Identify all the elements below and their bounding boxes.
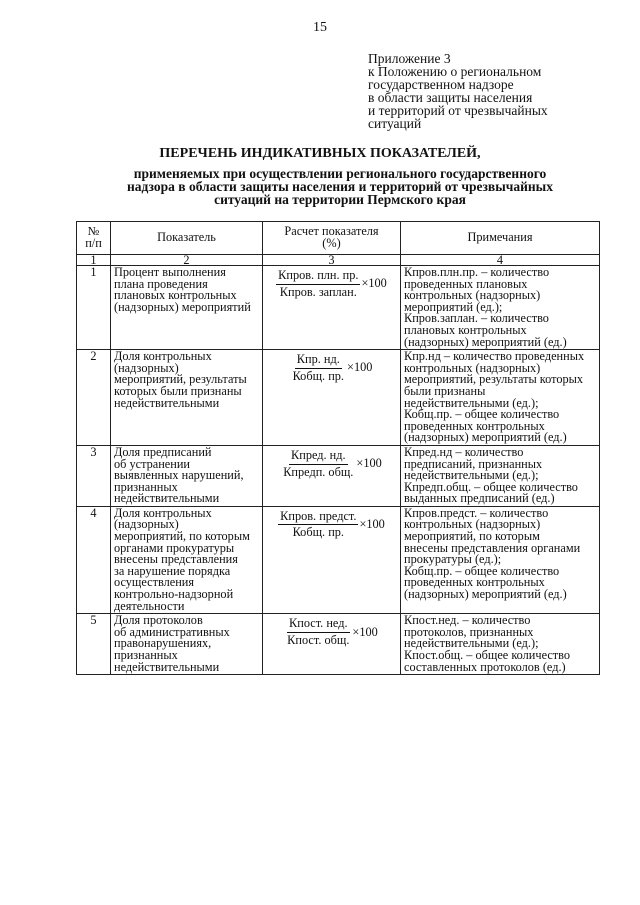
notes-text-line: контрольных (надзорных)	[404, 288, 541, 303]
formula-multiplier: ×100	[356, 456, 382, 471]
indicator-text-line: выявленных нарушений,	[114, 468, 244, 483]
formula-fraction	[291, 354, 346, 382]
indicator-text-line: мероприятий, по которым	[114, 529, 250, 544]
appendix-line: к Положению о региональном	[368, 64, 542, 79]
formula-numerator: Кпров. плн. пр.	[276, 270, 360, 285]
formula-numerator: Кпр. нд.	[295, 354, 342, 369]
notes-text-line: выданных предписаний (ед.)	[404, 491, 555, 506]
indicator-cell	[111, 506, 263, 613]
notes-text-line: Кпров.плн.пр. – количество	[404, 265, 550, 279]
page-number: 15	[313, 20, 327, 35]
notes-text-line: контрольных (надзорных)	[404, 360, 541, 375]
indicator-text-line: (надзорных) мероприятий	[114, 299, 251, 314]
header-indicator: Показатель	[111, 222, 263, 255]
indicator-text-line: Процент выполнения	[114, 265, 226, 279]
indicator-text-line: Доля контрольных	[114, 505, 212, 520]
document-subtitle	[60, 167, 620, 206]
row-number: 2	[77, 350, 111, 446]
formula-fraction	[281, 447, 355, 479]
indicator-text-line: Доля протоколов	[114, 613, 203, 628]
notes-text-line: недействительными (ед.);	[404, 395, 539, 410]
header-calculation	[263, 222, 401, 255]
notes-text-line: Кпост.нед. – количество	[404, 613, 531, 628]
indicator-text-line: правонарушениях,	[114, 636, 212, 651]
notes-cell	[401, 266, 600, 350]
indicator-cell	[111, 350, 263, 446]
notes-text-line: проведенных контрольных	[404, 418, 545, 433]
appendix-line: и территорий от чрезвычайных	[368, 103, 548, 118]
appendix-line: ситуаций	[368, 116, 422, 131]
indicator-text-line: деятельности	[114, 598, 185, 613]
indicator-text-line: мероприятий, результаты	[114, 372, 247, 387]
appendix-line: государственном надзоре	[368, 77, 514, 92]
table-row	[77, 445, 600, 506]
header-calculation-line: (%)	[322, 236, 341, 250]
indicator-text-line: внесены представления	[114, 552, 238, 567]
notes-text-line: контрольных (надзорных)	[404, 517, 541, 532]
notes-text-line: предписаний, признанных	[404, 456, 543, 471]
notes-text-line: недействительными (ед.);	[404, 636, 539, 651]
indicator-text-line: недействительными	[114, 491, 220, 506]
notes-text-line: были признаны	[404, 383, 486, 398]
notes-text-line: проведенных контрольных	[404, 575, 545, 590]
notes-text-line: Кпост.общ. – общее количество	[404, 648, 571, 662]
column-index: 3	[263, 255, 401, 266]
formula	[266, 447, 397, 478]
calculation-cell	[263, 614, 401, 675]
formula-numerator: Кпров. предст.	[278, 511, 358, 526]
indicator-text-line: (надзорных)	[114, 517, 179, 532]
formula	[266, 351, 397, 382]
notes-cell	[401, 506, 600, 613]
notes-text-line: Кобщ.пр. – общее количество	[404, 407, 560, 422]
header-calculation-line: Расчет показателя	[284, 224, 379, 239]
indicator-text-line: осуществления	[114, 575, 195, 590]
notes-text-line: (надзорных) мероприятий (ед.)	[404, 430, 567, 445]
notes-text-line: проведенных плановых	[404, 276, 528, 291]
formula-numerator: Кпост. нед.	[287, 618, 350, 633]
appendix-line: Приложение 3	[368, 51, 451, 66]
formula-denominator: Кобщ. пр.	[292, 525, 345, 540]
subtitle-line: надзора в области защиты населения и территорий от чрезвычайных	[127, 179, 553, 194]
calculation-cell	[263, 350, 401, 446]
notes-text-line: Кпров.предст. – количество	[404, 505, 549, 520]
header-number-line: №	[87, 224, 100, 239]
column-index: 1	[77, 255, 111, 266]
indicator-cell	[111, 266, 263, 350]
formula-multiplier: ×100	[359, 517, 385, 532]
notes-text-line: (надзорных) мероприятий (ед.)	[404, 334, 567, 349]
indicator-text-line: признанных	[114, 479, 178, 494]
column-index: 2	[111, 255, 263, 266]
appendix-line: в области защиты населения	[368, 90, 533, 105]
indicator-text-line: плана проведения	[114, 276, 208, 291]
notes-text-line: (надзорных) мероприятий (ед.)	[404, 587, 567, 602]
notes-text-line: протоколов, признанных	[404, 624, 534, 639]
notes-text-line: Кпред.нд – количество	[404, 444, 524, 459]
notes-text-line: недействительными (ед.);	[404, 468, 539, 483]
table-row	[77, 266, 600, 350]
notes-text-line: внесены представления органами	[404, 540, 581, 555]
row-number: 4	[77, 506, 111, 613]
header-number-line: п/п	[85, 236, 102, 250]
indicator-text-line: об административных	[114, 624, 230, 639]
formula-denominator: Кпров. заплан.	[279, 284, 357, 299]
indicator-cell	[111, 445, 263, 506]
indicators-table	[76, 221, 600, 675]
notes-text-line: Кобщ.пр. – общее количество	[404, 563, 560, 578]
notes-text-line: прокуратуры (ед.);	[404, 552, 502, 567]
indicator-text-line: Доля контрольных	[114, 349, 212, 364]
notes-text-line: Кпров.заплан. – количество	[404, 311, 549, 326]
indicator-text-line: плановых контрольных	[114, 288, 237, 303]
indicator-text-line: за нарушение порядка	[114, 563, 231, 578]
table-row	[77, 350, 600, 446]
row-number: 1	[77, 266, 111, 350]
formula	[266, 615, 397, 646]
calculation-cell	[263, 445, 401, 506]
calculation-cell	[263, 266, 401, 350]
indicator-text-line: контрольно-надзорной	[114, 587, 234, 602]
table-row	[77, 614, 600, 675]
header-number	[77, 222, 111, 255]
notes-cell	[401, 445, 600, 506]
formula-fraction	[276, 270, 360, 298]
column-index: 4	[401, 255, 600, 266]
notes-text-line: Кпредп.общ. – общее количество	[404, 479, 578, 494]
notes-text-line: мероприятий, по которым	[404, 529, 540, 544]
column-index-row	[77, 255, 600, 266]
formula-fraction	[285, 618, 351, 646]
indicator-text-line: (надзорных)	[114, 360, 179, 375]
formula-denominator: Кпост. общ.	[287, 632, 350, 647]
notes-text-line: Кпр.нд – количество проведенных	[404, 349, 585, 364]
table-row	[77, 506, 600, 613]
appendix-reference	[368, 52, 628, 130]
header-notes: Примечания	[401, 222, 600, 255]
indicator-text-line: признанных	[114, 648, 178, 662]
table-header-row	[77, 222, 600, 255]
notes-text-line: плановых контрольных	[404, 322, 527, 337]
subtitle-line: применяемых при осуществлении регионального государственного	[133, 166, 547, 181]
formula	[266, 508, 397, 539]
indicator-text-line: недействительными	[114, 395, 220, 410]
notes-cell	[401, 614, 600, 675]
formula-denominator: Кобщ. пр.	[292, 368, 345, 383]
table-body	[77, 266, 600, 675]
formula-denominator: Кпредп. общ.	[283, 464, 354, 479]
row-number: 3	[77, 445, 111, 506]
notes-cell	[401, 350, 600, 446]
formula-numerator: Кпред. нд.	[289, 450, 348, 465]
notes-text-line: составленных протоколов (ед.)	[404, 659, 566, 674]
document-title: ПЕРЕЧЕНЬ ИНДИКАТИВНЫХ ПОКАЗАТЕЛЕЙ,	[159, 146, 481, 161]
notes-text-line: мероприятий (ед.);	[404, 299, 503, 314]
indicator-text-line: которых были признаны	[114, 383, 242, 398]
formula-multiplier: ×100	[352, 624, 378, 639]
indicator-text-line: Доля предписаний	[114, 444, 212, 459]
indicator-text-line: об устранении	[114, 456, 190, 471]
formula-multiplier: ×100	[361, 276, 387, 291]
formula-multiplier: ×100	[347, 360, 373, 375]
formula	[266, 267, 397, 298]
indicator-text-line: органами прокуратуры	[114, 540, 235, 555]
calculation-cell	[263, 506, 401, 613]
subtitle-line: ситуаций на территории Пермского края	[214, 192, 466, 207]
indicator-text-line: недействительными	[114, 659, 220, 674]
indicator-cell	[111, 614, 263, 675]
row-number: 5	[77, 614, 111, 675]
notes-text-line: мероприятий, результаты которых	[404, 372, 584, 387]
formula-fraction	[278, 508, 358, 540]
